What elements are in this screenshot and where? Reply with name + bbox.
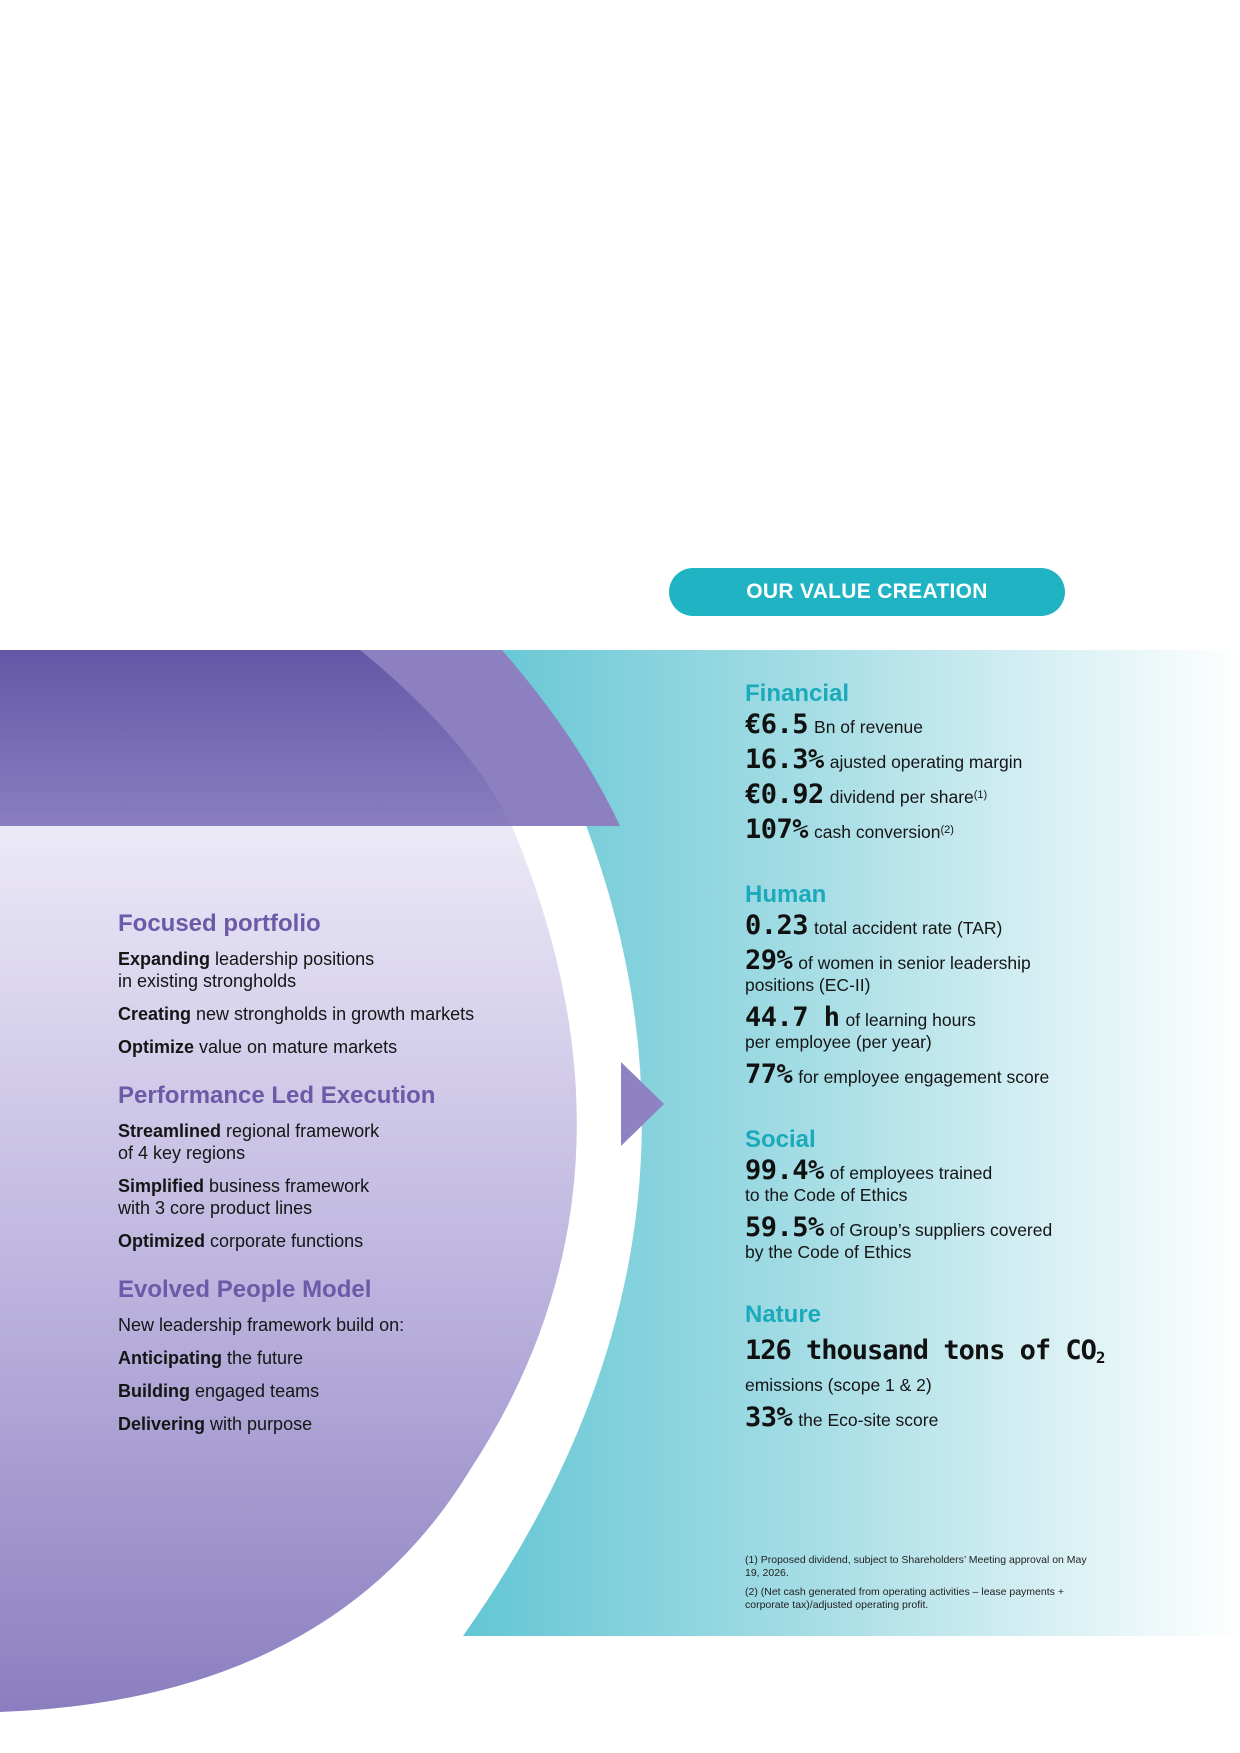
list-item: Optimize value on mature markets	[118, 1037, 398, 1057]
strategy-column	[118, 910, 618, 1459]
section-title: Financial	[745, 680, 850, 707]
list-item: Streamlined regional framework of 4 key regions	[118, 1121, 380, 1163]
list-item: Building engaged teams	[118, 1381, 320, 1401]
performance-section	[118, 1082, 618, 1252]
social-section	[745, 1126, 1125, 1263]
focused-portfolio-section	[118, 910, 618, 1058]
list-item: Anticipating the future	[118, 1348, 304, 1368]
metric-cash-conversion: 107% cash conversion$^{(2)}$	[745, 814, 954, 845]
list-item: Delivering with purpose	[118, 1414, 313, 1434]
section-title: Focused portfolio	[118, 910, 321, 937]
metric-women-leadership: 29% of women in senior leadership positions (EC-II)	[745, 945, 1031, 995]
list-item: Optimized corporate functions	[118, 1231, 364, 1251]
section-intro: New leadership framework build on:	[118, 1315, 405, 1335]
metric-dividend: €0.92 dividend per share$^{(1)}$	[745, 779, 988, 810]
section-title: Social	[745, 1126, 816, 1153]
metric-operating-margin: 16.3% ajusted operating margin	[745, 744, 1023, 775]
footnotes	[745, 1554, 1095, 1618]
metric-accident-rate: 0.23 total accident rate (TAR)	[745, 910, 1003, 941]
value-creation-pill: OUR VALUE CREATION	[669, 568, 1065, 616]
section-title: Evolved People Model	[118, 1276, 372, 1303]
people-model-section	[118, 1276, 618, 1435]
metric-ethics-trained: 99.4% of employees trained to the Code of Ethics	[745, 1155, 993, 1205]
footnote-1: (1) Proposed dividend, subject to Shareholders’ Meeting approval on May 19, 2026.	[745, 1554, 1087, 1579]
metric-learning-hours: 44.7 h of learning hours per employee (per year)	[745, 1002, 976, 1052]
list-item: Simplified business framework with 3 core product lines	[118, 1176, 370, 1218]
metric-eco-site: 33% the Eco-site score	[745, 1402, 939, 1433]
financial-section	[745, 680, 1125, 843]
footnote-2: (2) (Net cash generated from operating activities – lease payments + corporate tax)/adjusted operating profit.	[745, 1586, 1064, 1611]
nature-section	[745, 1301, 1125, 1431]
section-title: Nature	[745, 1301, 822, 1328]
section-title: Performance Led Execution	[118, 1082, 436, 1109]
human-section	[745, 881, 1125, 1088]
metric-engagement: 77% for employee engagement score	[745, 1059, 1050, 1090]
value-creation-column	[745, 680, 1125, 1469]
list-item: Creating new strongholds in growth markets	[118, 1004, 475, 1024]
metric-co2-emissions: 126 thousand tons of $CO_2$ emissions (scope 1 & 2)	[745, 1335, 1105, 1395]
metric-revenue: €6.5 Bn of revenue	[745, 709, 923, 740]
metric-suppliers-covered: 59.5% of Group’s suppliers covered by the Code of Ethics	[745, 1212, 1053, 1262]
list-item: Expanding leadership positions in existing strongholds	[118, 949, 375, 991]
section-title: Human	[745, 881, 827, 908]
